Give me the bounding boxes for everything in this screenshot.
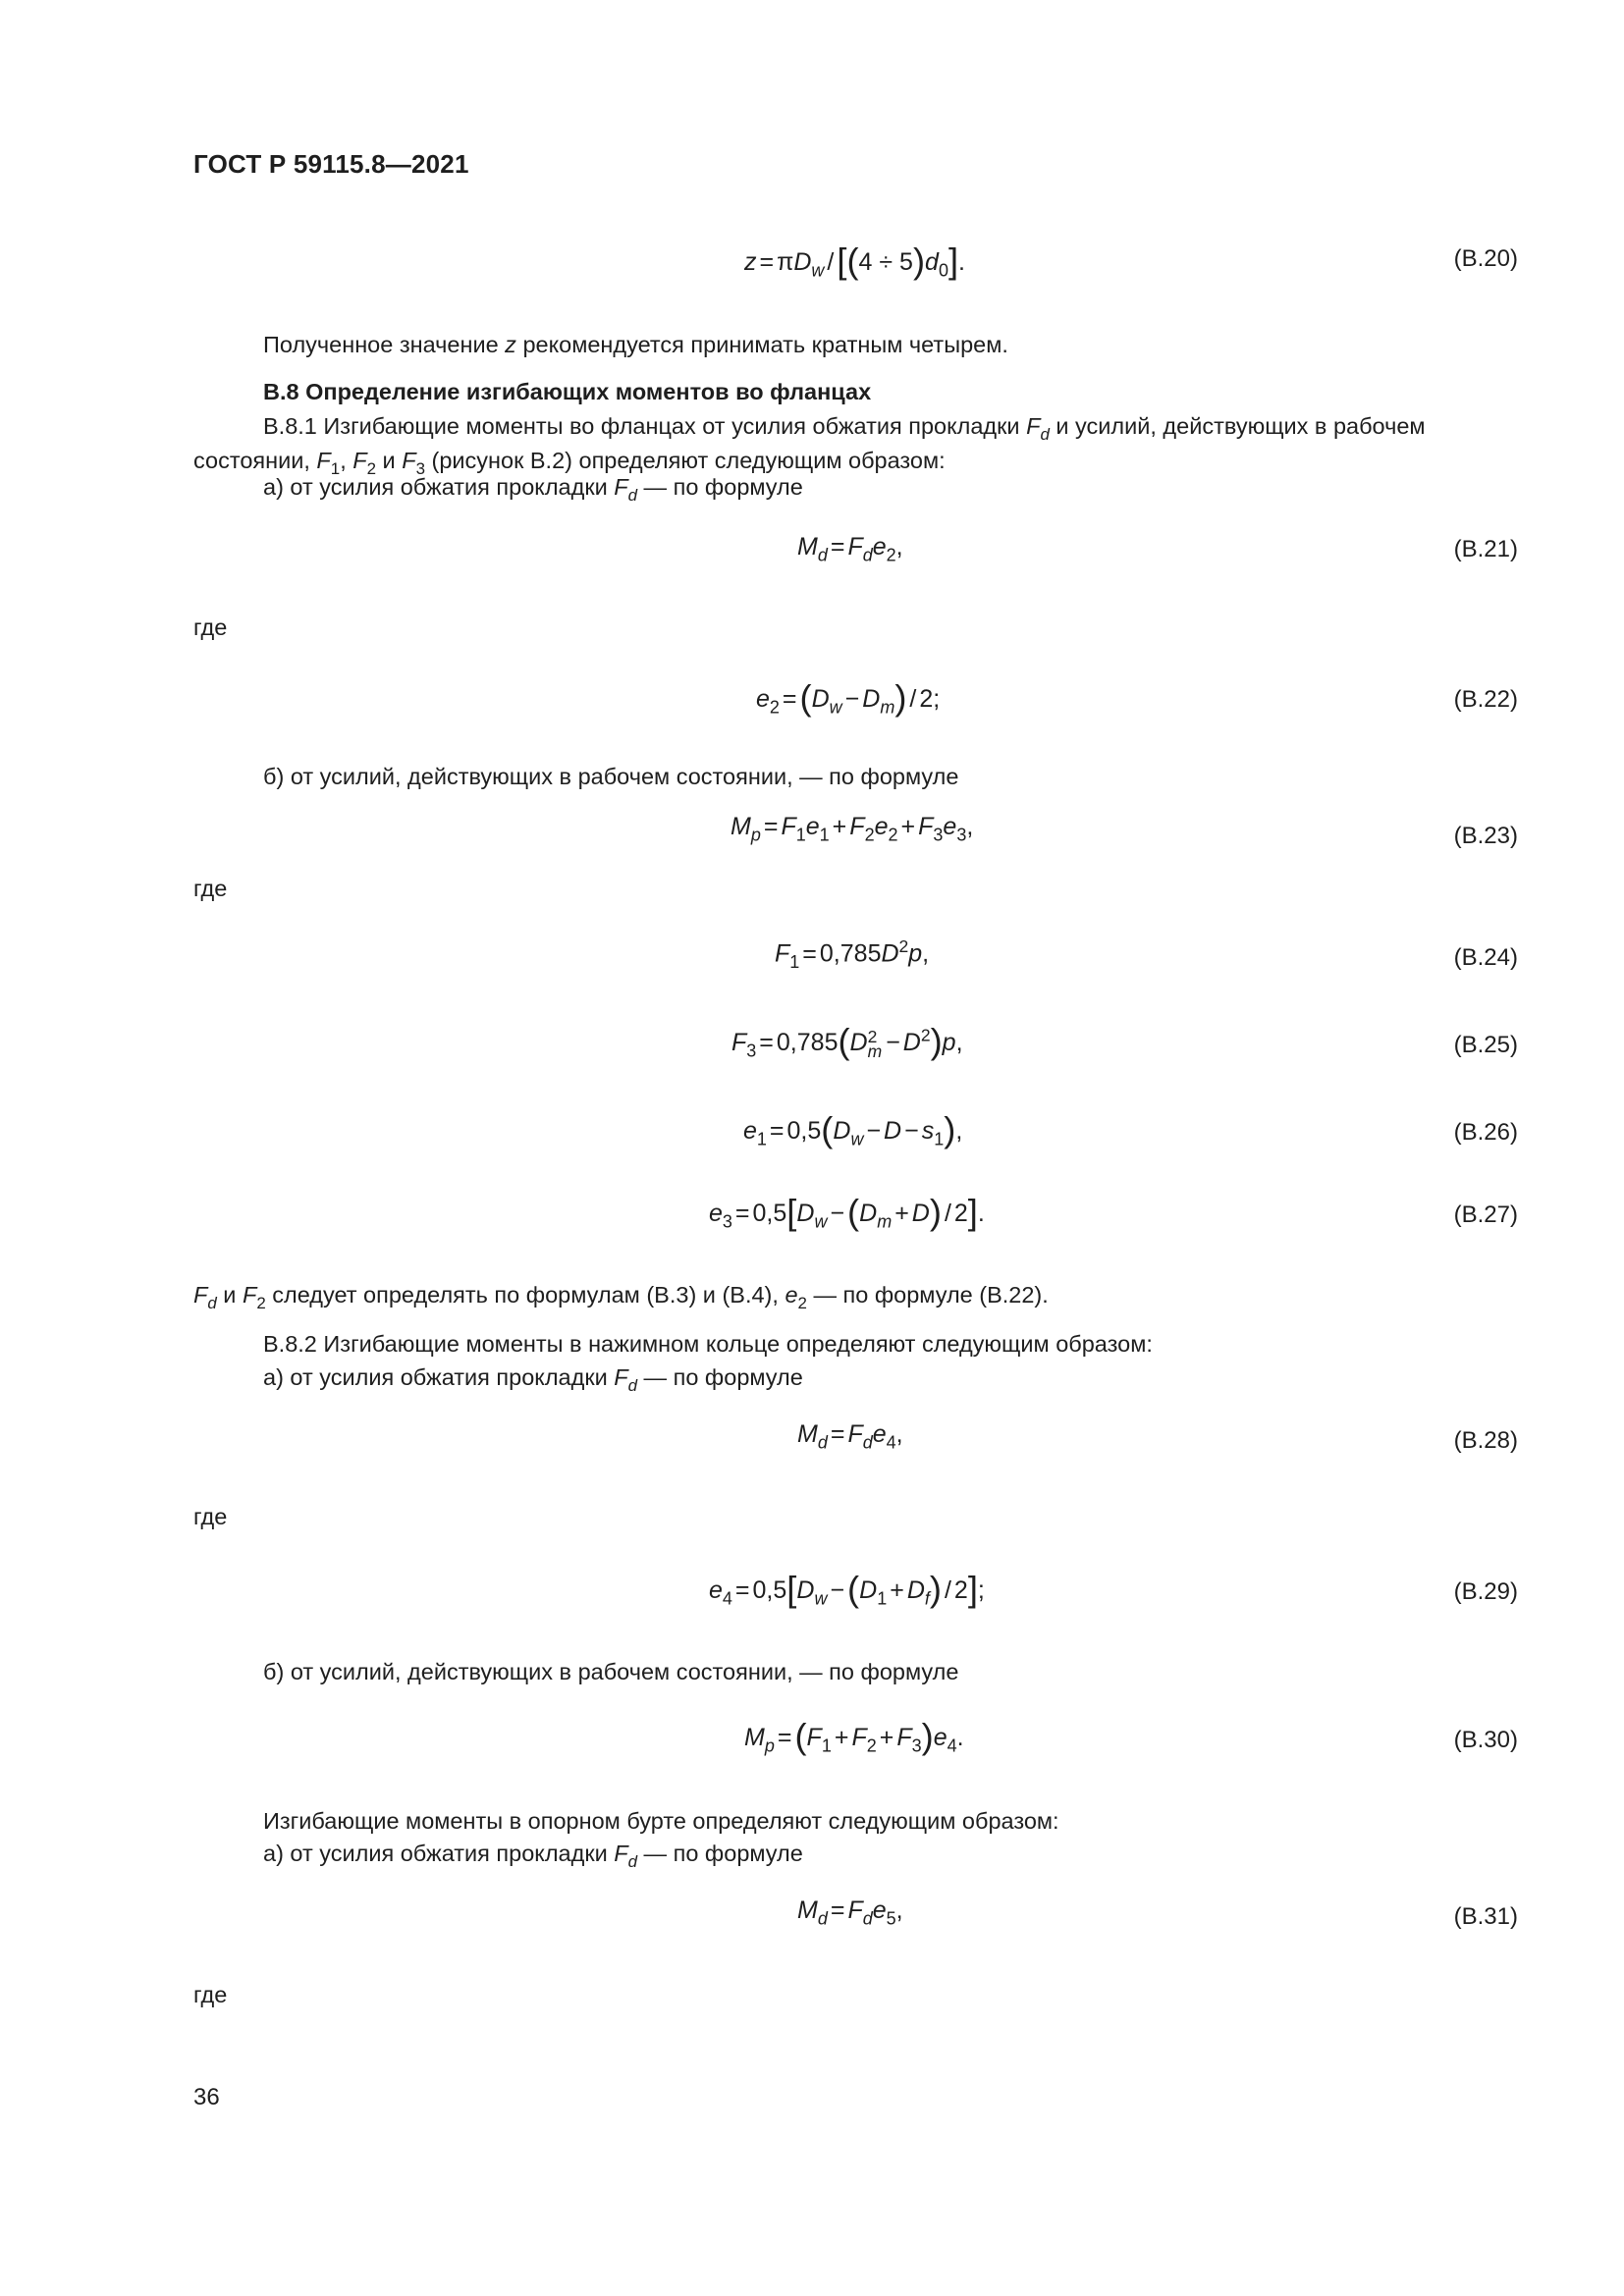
equation-number: (В.21) — [1453, 536, 1518, 562]
paragraph-b82: В.8.2 Изгибающие моменты в нажимном кольце определяют следующим образом: — [263, 1331, 1153, 1357]
equation-number: (В.20) — [1453, 245, 1518, 272]
formula-b21: $M_d = F_de_2$, — [797, 533, 903, 565]
item-b-1: б) от усилий, действующих в рабочем состоянии, — по формуле — [263, 764, 959, 789]
z-note: Полученное значение z рекомендуется принимать кратным четырем. — [263, 332, 1008, 357]
where-label: где — [193, 1504, 228, 1529]
equation-number: (В.22) — [1453, 686, 1518, 713]
equation-number: (В.23) — [1453, 823, 1518, 849]
item-a-2: а) от усилия обжатия прокладки $F_d$ — по формуле — [263, 1364, 803, 1395]
document-header: ГОСТ Р 59115.8—2021 — [193, 149, 469, 179]
formula-b22: $e_2 =(D_w - D_m) / 2$; — [756, 677, 941, 718]
where-label: где — [193, 876, 228, 901]
equation-number: (В.25) — [1453, 1032, 1518, 1058]
equation-number: (В.26) — [1453, 1119, 1518, 1146]
formula-b27: $e_3 = 0,5[D_w -(D_m + D) / 2]$. — [709, 1192, 985, 1232]
formula-b25: $F_3 = 0,785(D2$ $m - D^2)p$, — [731, 1021, 963, 1061]
equation-number: (В.24) — [1453, 944, 1518, 971]
equation-number: (В.28) — [1453, 1427, 1518, 1454]
formula-b30: $M_p =(F_1 + F_2 + F_3)e_4$. — [744, 1716, 964, 1756]
formula-b23: $M_p = F_1e_1 + F_2e_2 + F_3e_3$, — [731, 813, 974, 845]
formula-b29: $e_4 = 0,5[D_w -(D_1 + D_f) / 2]$; — [709, 1569, 985, 1609]
paragraph-b81: В.8.1 Изгибающие моменты во фланцах от усилия обжатия прокладки $F_d$ и усилий, действующих в рабочем состоянии, $F_1$, $F_2$ и $F_3$ (рисунок В.2) определяют следующим образом: — [193, 413, 1426, 478]
equation-number: (В.27) — [1453, 1201, 1518, 1228]
equation-number: (В.30) — [1453, 1727, 1518, 1753]
section-heading: В.8 Определение изгибающих моментов во фланцах — [263, 379, 872, 404]
where-label: где — [193, 1982, 228, 2007]
formula-b24: $F_1 = 0,785D^2p$, — [775, 936, 930, 972]
page-number: 36 — [193, 2084, 220, 2110]
paragraph-fd-f2: $F_d$ и $F_2$ следует определять по формулам (В.3) и (В.4), $e_2$ — по формуле (В.22). — [193, 1282, 1049, 1312]
equation-number: (В.29) — [1453, 1578, 1518, 1605]
item-b-2: б) от усилий, действующих в рабочем состоянии, — по формуле — [263, 1659, 959, 1684]
paragraph-support-collar: Изгибающие моменты в опорном бурте определяют следующим образом: — [263, 1808, 1059, 1834]
formula-b20: $z = \pi D_w$ $/[(4 \div 5)d_0]$. — [744, 240, 965, 281]
equation-number: (В.31) — [1453, 1903, 1518, 1930]
formula-b28: $M_d = F_de_4$, — [797, 1420, 903, 1453]
formula-b26: $e_1 = 0,5(D_w - D - s_1)$, — [743, 1109, 963, 1149]
item-a-1: а) от усилия обжатия прокладки $F_d$ — по формуле — [263, 474, 803, 505]
formula-b31: $M_d = F_de_5$, — [797, 1896, 903, 1929]
where-label: где — [193, 614, 228, 640]
item-a-3: а) от усилия обжатия прокладки $F_d$ — по формуле — [263, 1841, 803, 1871]
